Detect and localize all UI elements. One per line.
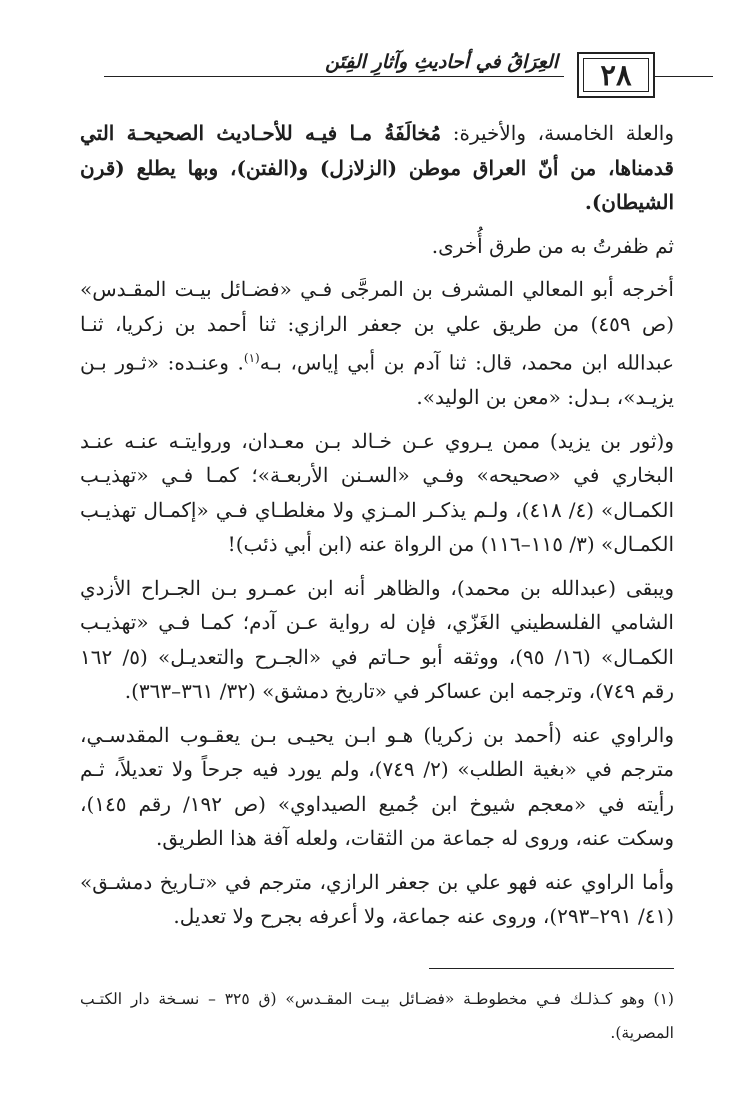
paragraph-3: أخرجه أبو المعالي المشرف بن المرجَّى فـي «فضـائل بيـت المقـدس» (ص ٤٥٩) من طريق علي بن جعفر الرازي: ثنا أحمد بن زكريا، ثنـا عبدالله ابن محمد، قال: ثنا آدم بن أبي إياس، بـه$^{(١)}$. وعنـده: «ثـور بـن يزيـد»، بـدل: «معن بن الوليد». [80, 277, 675, 410]
footnote-separator [429, 968, 674, 969]
paragraph-4: و(ثور بن يزيد) ممن يـروي عـن خـالد بـن معـدان، وروايتـه عنـه عنـد البخاري في «صحيحه» وفـي «السـنن الأربعـة»؛ كمـا فـي «تهذيـب الكمـال» (٤/ ٤١٨)، ولـم يذكـر المـزي ولا مغلطـاي فـي «إكمـال تهذيـب الكمـال» (٣/ ١١٥–١١٦) من الرواة عنه (ابن أبي ذئب)! [80, 428, 675, 557]
running-title: العِرَاقُ في أحاديثِ وآثارِ الفِتَن [321, 51, 562, 73]
body-text [80, 116, 674, 943]
page-number-box [577, 52, 655, 98]
paragraph-1: والعلة الخامسة، والأخيرة: مُخالَفَةُ مـا فيـه للأحـاديث الصحيحـة التي قدمناها، من أنّ العراق موطن (الزلازل) و(الفتن)، وبها يطلع (قرن الشيطان). [80, 121, 674, 214]
paragraph-6: والراوي عنه (أحمد بن زكريا) هـو ابـن يحيـى بـن يعقـوب المقدسـي، مترجم في «بغية الطلب» (٢/ ٧٤٩)، ولم يورد فيه جرحاً ولا تعديلاً، ثـم رأيته في «معجم شيوخ ابن جُميع الصيداوي» (ص ١٩٢/ رقم ١٤٥)، وسكت عنه، وروى له جماعة من الثقات، ولعله آفة هذا الطريق. [80, 722, 674, 851]
footnote [80, 982, 674, 1050]
paragraph-5: ويبقى (عبدالله بن محمد)، والظاهر أنه ابن عمـرو بـن الجـراح الأزدي الشامي الفلسطيني الغَزّي، فإن له رواية عـن آدم؛ كمـا فـي «تهذيـب الكمـال» (١٦/ ٩٥)، ووثقه أبو حـاتم في «الجـرح والتعديـل» (٥/ ١٦٢ رقم ٧٤٩)، وترجمه ابن عساكر في «تاريخ دمشق» (٣٢/ ٣٦١–٣٦٣). [80, 575, 674, 704]
paragraph-7: وأما الراوي عنه فهو علي بن جعفر الرازي، مترجم في «تـاريخ دمشـق» (٤١/ ٢٩١–٢٩٣)، وروى عنه جماعة، ولا أعرفه بجرح ولا تعديل. [80, 869, 674, 929]
page-number: ٢٨ [600, 58, 632, 92]
footnote-ref[interactable]: (١) [243, 351, 260, 365]
footnote-text: وهو كـذلـك فـي مخطوطـة «فضـائل بيـت المقـدس» (ق ٣٢٥ – نسـخة دار الكتـب المصرية). [80, 990, 674, 1042]
footnote-marker: (١) [653, 990, 674, 1008]
header-rule-left [104, 76, 564, 77]
page-header [0, 0, 754, 110]
paragraph-2: ثم ظفرتُ به من طرق أُخرى. [431, 233, 674, 258]
header-rule-right [655, 76, 713, 77]
